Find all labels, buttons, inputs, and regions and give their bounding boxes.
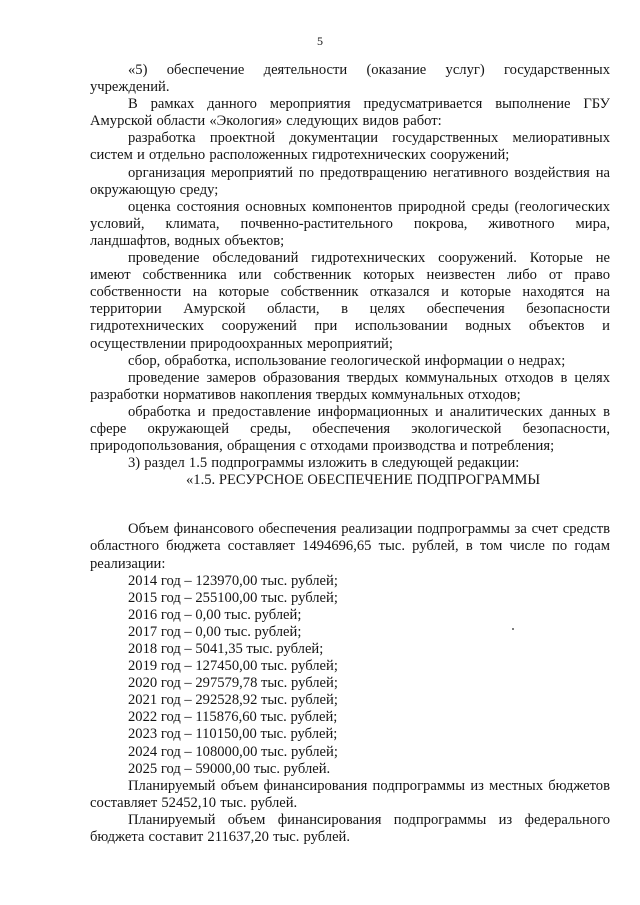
- paragraph-analytical-data: обработка и предоставление информационных и аналитических данных в сфере окружающей среды, обеспечения экологической безопасности, природопользования, обращения с отходами производства и потребления;: [90, 403, 610, 455]
- paragraph-section-amendment: 3) раздел 1.5 подпрограммы изложить в следующей редакции:: [128, 455, 520, 472]
- paragraph-hydraulic-inspection: проведение обследований гидротехнических сооружений. Которые не имеют собственника или собственник которых неизвестен либо от право собственности на которые собственник отказался и которые находятся на территории Амурской области, в целях обеспечения безопасности гидротехнических сооружений при использовании водных объектов и осуществлении природоохранных мероприятий;: [90, 250, 610, 352]
- list-item: 2017 год – 0,00 тыс. рублей;: [128, 623, 302, 640]
- paragraph-negative-impact: организация мероприятий по предотвращению негативного воздействия на окружающую среду;: [90, 164, 610, 198]
- list-item: 2015 год – 255100,00 тыс. рублей;: [128, 589, 338, 606]
- scan-speck: [512, 628, 514, 630]
- list-item: 2018 год – 5041,35 тыс. рублей;: [128, 641, 324, 657]
- page-number: 5: [317, 34, 323, 48]
- paragraph-waste-measurement: проведение замеров образования твердых коммунальных отходов в целях разработки нормативов накопления твердых коммунальных отходов;: [90, 369, 610, 403]
- paragraph-support-activities: «5) обеспечение деятельности (оказание услуг) государственных учреждений.: [90, 62, 610, 96]
- yearly-funding-list: [90, 573, 610, 778]
- list-item: 2023 год – 110150,00 тыс. рублей;: [128, 726, 338, 743]
- paragraph-work-types-intro: В рамках данного мероприятия предусматривается выполнение ГБУ Амурской области «Экология» следующих видов работ:: [90, 96, 610, 130]
- list-item: 2014 год – 123970,00 тыс. рублей;: [128, 572, 338, 589]
- heading-spacer: [90, 489, 610, 521]
- list-item: 2024 год – 108000,00 тыс. рублей;: [128, 743, 338, 760]
- paragraph-project-documentation: разработка проектной документации государственных мелиоративных систем и отдельно расположенных гидротехнических сооружений;: [90, 130, 610, 164]
- paragraph-local-budget: Планируемый объем финансирования подпрограммы из местных бюджетов составляет 52452,10 тыс. рублей.: [90, 777, 610, 811]
- list-item: 2025 год – 59000,00 тыс. рублей.: [128, 760, 331, 777]
- paragraph-geological-info: сбор, обработка, использование геологической информации о недрах;: [128, 352, 566, 369]
- paragraph-funding-intro: Объем финансового обеспечения реализации подпрограммы за счет средств областного бюджета составляет 1494696,65 тыс. рублей, в том числе по годам реализации:: [90, 521, 610, 572]
- list-item: 2019 год – 127450,00 тыс. рублей;: [128, 658, 338, 675]
- list-item: 2016 год – 0,00 тыс. рублей;: [128, 606, 302, 623]
- paragraph-federal-budget: Планируемый объем финансирования подпрограммы из федерального бюджета составит 211637,20 тыс. рублей.: [90, 811, 610, 846]
- paragraph-environment-assessment: оценка состояния основных компонентов природной среды (геологических условий, климата, почвенно-растительного покрова, животного мира, ландшафтов, водных объектов;: [90, 198, 610, 249]
- list-item: 2021 год – 292528,92 тыс. рублей;: [128, 692, 338, 709]
- section-heading: «1.5. РЕСУРСНОЕ ОБЕСПЕЧЕНИЕ ПОДПРОГРАММЫ: [186, 472, 541, 489]
- list-item: 2020 год – 297579,78 тыс. рублей;: [128, 675, 338, 692]
- list-item: 2022 год – 115876,60 тыс. рублей;: [128, 709, 338, 726]
- document-body: [90, 62, 610, 846]
